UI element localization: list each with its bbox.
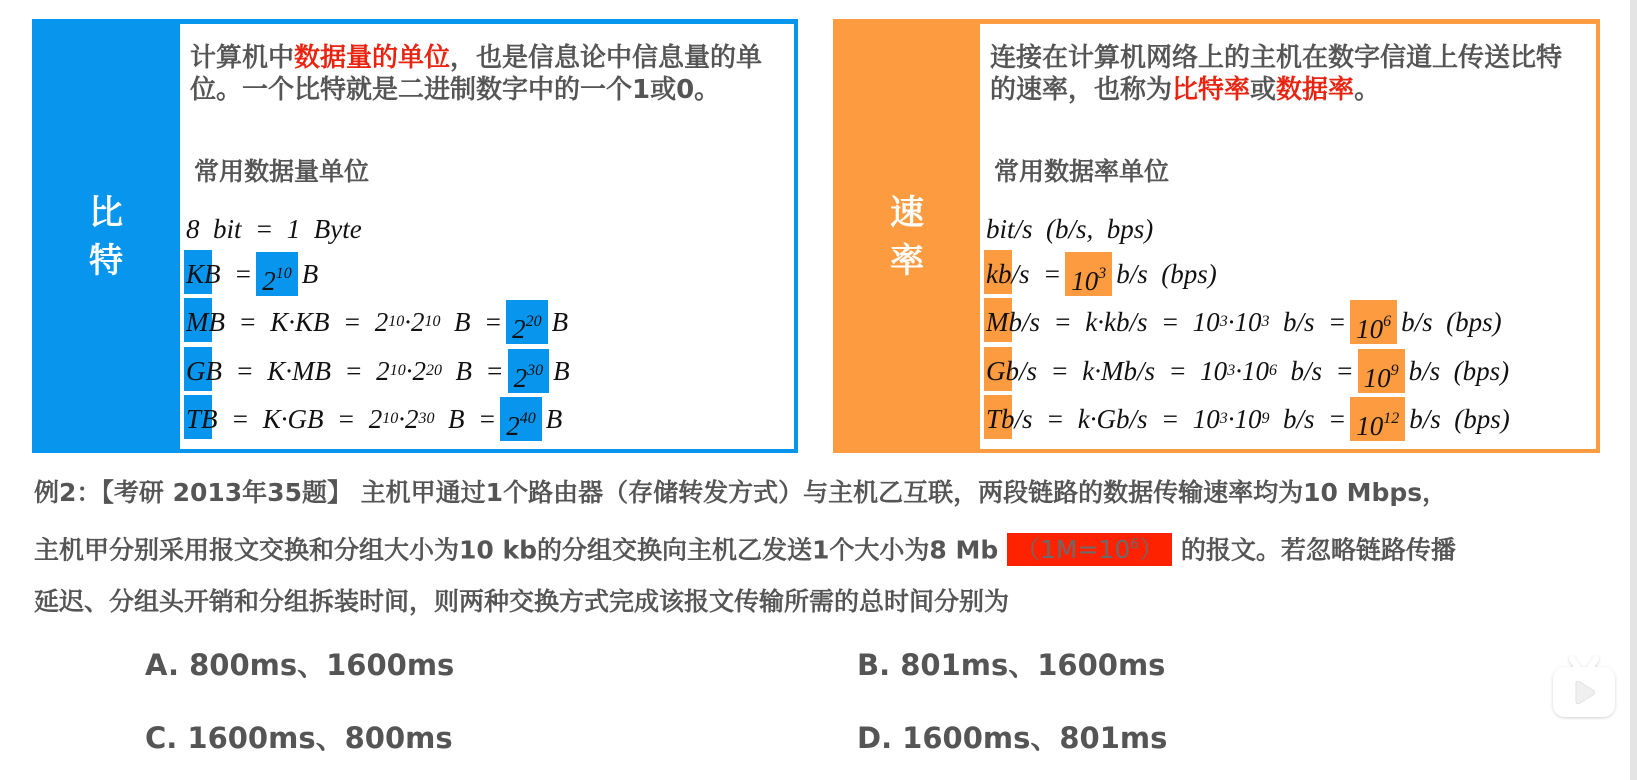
formula-text: B	[551, 306, 569, 337]
rate-definition	[990, 42, 1586, 106]
option-b[interactable]: B. 801ms、1600ms	[857, 648, 1166, 682]
formula-text: 8 bit = 1 Byte	[186, 213, 362, 244]
formula-text: b/s =	[1269, 403, 1347, 434]
bit-definition	[190, 42, 784, 106]
formula-row	[186, 207, 362, 251]
formula-text: B = K·GB = 2	[201, 403, 383, 434]
exponent: 20	[425, 362, 442, 379]
unit-note-highlight	[1007, 533, 1172, 566]
prefix-letter: K	[186, 258, 205, 289]
unit-note-exponent: 6	[1130, 537, 1140, 553]
result-base: 10	[1363, 363, 1391, 393]
bilibili-tv-play-icon[interactable]	[1550, 655, 1618, 720]
formula-text: b/s =	[1269, 306, 1347, 337]
prefix-letter: M	[186, 306, 209, 337]
rate-units-subheading: 常用数据率单位	[994, 157, 1170, 186]
bit-desc-text: 计算机中	[190, 43, 295, 73]
exponent: 3	[1219, 410, 1228, 427]
unit-note-text: （1M=10	[1015, 535, 1131, 565]
prefix-letter: T	[186, 403, 202, 434]
prefix-letter: k	[986, 258, 998, 289]
exponent: 3	[1227, 362, 1236, 379]
formula-text: B = K·MB = 2	[205, 355, 390, 386]
question-line-2-tail: 的报文。若忽略链路传播	[1172, 535, 1456, 565]
formula-text: ·2	[404, 306, 425, 337]
option-a[interactable]: A. 800ms、1600ms	[145, 648, 455, 682]
result-base: 2	[506, 411, 520, 441]
bit-desc-text-2: ，也是信息论中信息量的单位。一个比特就是二进制数字中的一个1或0。	[190, 43, 763, 105]
rate-card-content	[980, 24, 1596, 449]
exponent: 10	[424, 313, 441, 330]
question-line-1: 例2：【考研 2013年35题】 主机甲通过1个路由器（存储转发方式）与主机乙互联，两段链路的数据传输速率均为10 Mbps，	[34, 478, 1448, 507]
formula-text: ·2	[398, 403, 419, 434]
result-highlight	[1358, 349, 1405, 393]
right-edge-strip	[1630, 0, 1637, 780]
exponent: 9	[1261, 410, 1270, 427]
rate-desc-highlight-1: 比特率	[1172, 75, 1251, 105]
result-base: 2	[262, 266, 276, 296]
formula-row	[986, 397, 1510, 441]
formula-text: ·10	[1235, 355, 1269, 386]
result-exponent: 9	[1390, 362, 1399, 379]
result-exponent: 30	[527, 362, 544, 379]
formula-text: B = K·KB = 2	[208, 306, 389, 337]
formula-text: b/s =	[1276, 355, 1354, 386]
result-base: 10	[1356, 411, 1384, 441]
bit-card	[32, 19, 798, 453]
formula-text: b/s (bps)	[1408, 355, 1510, 386]
formula-text: B =	[204, 258, 253, 289]
exponent: 10	[382, 410, 399, 427]
formula-text: b/s = k·Mb/s = 10	[1005, 355, 1228, 386]
unit-prefix	[186, 404, 201, 435]
formula-row	[186, 252, 318, 296]
formula-text: B	[301, 258, 319, 289]
rate-desc-text: 连接在计算机网络上的主机在数字信道上传送比特的速率，也称为	[990, 43, 1563, 105]
formula-text: b/s (bps)	[1116, 258, 1217, 289]
unit-prefix	[186, 307, 209, 338]
formula-row	[186, 349, 570, 393]
formula-text: b/s = k·kb/s = 10	[1008, 306, 1220, 337]
formula-text: B =	[434, 403, 497, 434]
formula-row	[186, 300, 568, 344]
option-d[interactable]: D. 1600ms、801ms	[857, 721, 1168, 755]
bit-units-subheading: 常用数据量单位	[194, 157, 370, 186]
formula-text: b/s (bps)	[1409, 403, 1510, 434]
rate-desc-text-2: 或	[1250, 75, 1277, 105]
formula-text: b/s (bps)	[1401, 306, 1502, 337]
exponent: 3	[1261, 313, 1270, 330]
option-c[interactable]: C. 1600ms、800ms	[145, 721, 453, 755]
rate-desc-text-3: 。	[1354, 75, 1381, 105]
formula-text: B =	[441, 355, 504, 386]
question-line-3: 延迟、分组头开销和分组拆装时间，则两种交换方式完成该报文传输所需的总时间分别为	[34, 587, 1010, 617]
unit-prefix	[986, 404, 1001, 435]
result-base: 2	[513, 363, 528, 393]
result-highlight	[1350, 300, 1397, 344]
unit-prefix	[986, 307, 1009, 338]
bit-card-sidebar	[32, 19, 180, 453]
formula-text: ·10	[1227, 403, 1262, 434]
rate-card-sidebar	[833, 19, 981, 453]
bit-card-title	[32, 189, 180, 285]
result-highlight	[1065, 252, 1112, 296]
bit-desc-highlight: 数据量的单位	[294, 43, 451, 73]
rate-card-title	[833, 189, 981, 285]
formula-row	[986, 349, 1509, 393]
result-highlight	[506, 300, 548, 344]
prefix-letter: G	[986, 355, 1006, 386]
formula-row	[986, 252, 1217, 296]
unit-note-close: ）	[1139, 535, 1165, 565]
unit-prefix	[986, 259, 998, 290]
formula-row	[986, 207, 1153, 251]
formula-text: B =	[440, 306, 503, 337]
formula-text: B	[545, 403, 563, 434]
formula-text: bit/s (b/s, bps)	[986, 213, 1154, 244]
formula-text: ·10	[1227, 306, 1262, 337]
rate-title-char-1: 速	[890, 193, 924, 233]
formula-row	[186, 397, 562, 441]
result-exponent: 40	[519, 410, 536, 427]
rate-card	[833, 19, 1600, 453]
exponent: 10	[389, 362, 406, 379]
bit-title-char-1: 比	[89, 193, 123, 233]
result-base: 10	[1356, 314, 1384, 344]
exponent: 6	[1268, 362, 1277, 379]
formula-text: ·2	[405, 355, 426, 386]
result-exponent: 10	[275, 265, 292, 282]
exponent: 3	[1219, 313, 1228, 330]
rate-title-char-2: 率	[890, 241, 924, 281]
unit-prefix	[186, 356, 206, 387]
question-text	[34, 467, 1604, 628]
formula-text: b/s =	[997, 258, 1062, 289]
exponent: 30	[418, 410, 435, 427]
question-line-2	[34, 519, 1604, 576]
prefix-letter: T	[986, 403, 1002, 434]
rate-desc-highlight-2: 数据率	[1276, 75, 1355, 105]
exponent: 10	[388, 313, 405, 330]
result-exponent: 3	[1098, 265, 1107, 282]
prefix-letter: M	[986, 306, 1009, 337]
unit-prefix	[986, 356, 1006, 387]
result-base: 10	[1071, 266, 1099, 296]
result-base: 2	[512, 314, 526, 344]
result-exponent: 6	[1383, 313, 1392, 330]
formula-text: b/s = k·Gb/s = 10	[1001, 403, 1220, 434]
result-highlight	[256, 252, 298, 296]
result-exponent: 12	[1383, 410, 1400, 427]
result-highlight	[500, 397, 542, 441]
prefix-letter: G	[186, 355, 206, 386]
result-exponent: 20	[525, 313, 542, 330]
formula-text: B	[553, 355, 570, 386]
question-line-2-text: 主机甲分别采用报文交换和分组大小为10 kb的分组交换向主机乙发送1个大小为8 Mb	[34, 535, 1007, 565]
unit-prefix	[186, 259, 204, 290]
result-highlight	[1350, 397, 1405, 441]
formula-row	[986, 300, 1502, 344]
bit-title-char-2: 特	[89, 241, 123, 281]
result-highlight	[508, 349, 550, 393]
bit-card-content	[180, 24, 794, 449]
